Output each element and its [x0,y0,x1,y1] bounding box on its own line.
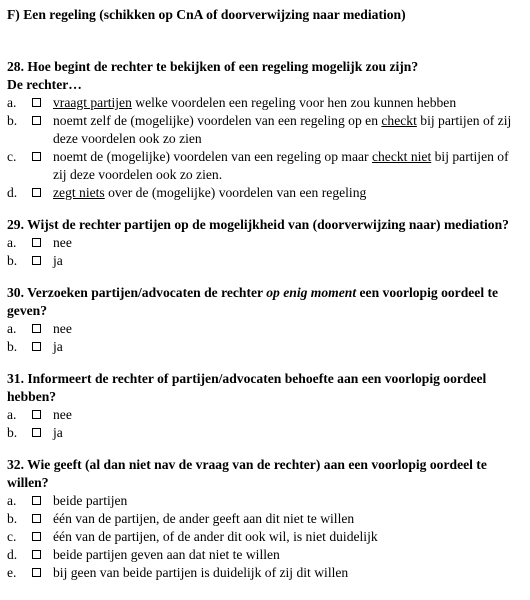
checkbox[interactable] [32,532,41,541]
question-31 [7,370,523,442]
option-32d [7,546,523,564]
checkbox[interactable] [32,568,41,577]
question-title-text: 30. Verzoeken partijen/advocaten de rechter [7,285,267,300]
option-emphasis: checkt niet [371,149,432,164]
option-29a [7,234,523,252]
option-letter: b. [7,511,18,526]
checkbox[interactable] [32,256,41,265]
option-text: nee [53,235,72,250]
option-letter: b. [7,339,18,354]
option-text: nee [53,407,72,422]
option-text: bij partijen of zij deze voordelen ook zo zien [53,113,512,146]
option-letter: a. [7,321,17,336]
checkbox[interactable] [32,152,41,161]
checkbox[interactable] [32,410,41,419]
option-28d [7,184,523,202]
option-text: welke voordelen een regeling voor hen zou kunnen hebben [131,95,457,110]
option-letter: c. [7,149,17,164]
option-text: ja [53,339,63,354]
question-subtitle: De rechter… [7,77,82,92]
option-29b [7,252,523,270]
checkbox[interactable] [32,188,41,197]
option-text: ja [53,253,63,268]
option-emphasis: checkt [381,113,417,128]
question-title: 29. Wijst de rechter partijen op de mogelijkheid van (doorverwijzing naar) mediation? [7,217,509,232]
checkbox[interactable] [32,238,41,247]
question-title-text: een voorlopig oordeel te geven? [7,285,499,318]
option-letter: d. [7,547,18,562]
option-letter: a. [7,95,17,110]
option-text: noemt zelf de (mogelijke) voordelen van een regeling op en [53,113,382,128]
checkbox[interactable] [32,342,41,351]
checkbox[interactable] [32,428,41,437]
option-text: nee [53,321,72,336]
option-letter: c. [7,529,17,544]
option-letter: b. [7,425,18,440]
question-title: 31. Informeert de rechter of partijen/advocaten behoefte aan een voorlopig oordeel hebben? [7,371,487,404]
option-emphasis: vraagt partijen [53,95,132,110]
question-title: 28. Hoe begint de rechter te bekijken of een regeling mogelijk zou zijn? [7,59,419,74]
option-32e [7,564,523,582]
option-32b [7,510,523,528]
option-text: beide partijen [53,493,128,508]
option-letter: a. [7,493,17,508]
option-text: bij partijen of zij deze voordelen ook zo zien. [53,149,509,182]
option-letter: b. [7,253,18,268]
option-letter: e. [7,565,17,580]
question-32 [7,456,523,582]
option-text: over de (mogelijke) voordelen van een regeling [104,185,367,200]
option-letter: b. [7,113,18,128]
option-31a [7,406,523,424]
question-title-emphasis: op enig moment [266,285,357,300]
option-32c [7,528,523,546]
option-28b [7,112,523,148]
option-30a [7,320,523,338]
option-text: ja [53,425,63,440]
question-30 [7,284,523,356]
question-29 [7,216,523,270]
checkbox[interactable] [32,496,41,505]
option-letter: d. [7,185,18,200]
question-title: 32. Wie geeft (al dan niet nav de vraag van de rechter) aan een voorlopig oordeel te willen? [7,457,487,490]
questionnaire-page [7,6,523,596]
checkbox[interactable] [32,324,41,333]
option-text: noemt de (mogelijke) voordelen van een regeling op maar [53,149,372,164]
option-28c [7,148,523,184]
option-31b [7,424,523,442]
option-letter: a. [7,407,17,422]
checkbox[interactable] [32,98,41,107]
option-30b [7,338,523,356]
section-title: F) Een regeling (schikken op CnA of doorverwijzing naar mediation) [7,7,406,22]
checkbox[interactable] [32,514,41,523]
option-letter: a. [7,235,17,250]
option-text: bij geen van beide partijen is duidelijk of zij dit willen [53,565,349,580]
option-text: één van de partijen, of de ander dit ook wil, is niet duidelijk [53,529,378,544]
question-title [7,284,523,320]
option-text: beide partijen geven aan dat niet te willen [53,547,280,562]
option-32a [7,492,523,510]
option-28a [7,94,523,112]
option-emphasis: zegt niets [53,185,105,200]
checkbox[interactable] [32,116,41,125]
question-28 [7,58,523,202]
checkbox[interactable] [32,550,41,559]
option-text: één van de partijen, de ander geeft aan dit niet te willen [53,511,355,526]
